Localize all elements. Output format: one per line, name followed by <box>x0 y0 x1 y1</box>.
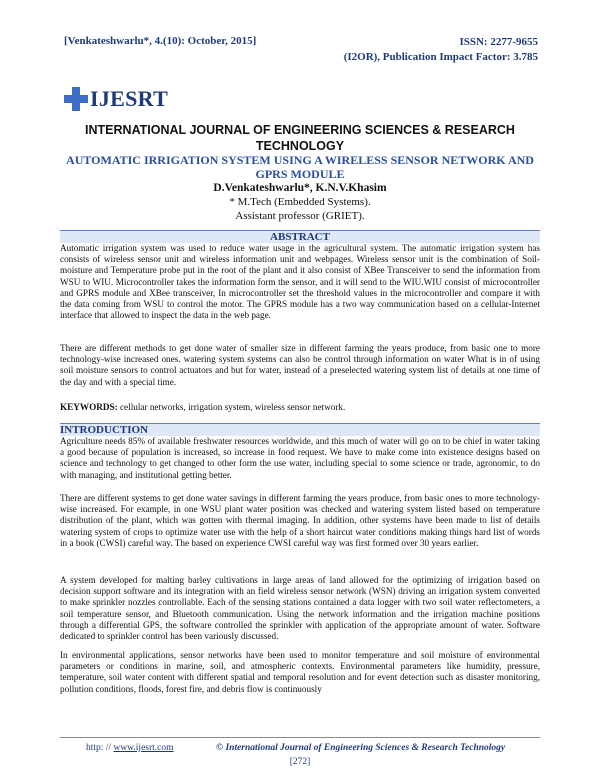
keywords <box>60 402 540 413</box>
introduction-heading: INTRODUCTION <box>60 423 540 436</box>
paper-title: AUTOMATIC IRRIGATION SYSTEM USING A WIRELESS SENSOR NETWORK AND GPRS MODULE <box>66 153 534 181</box>
intro-paragraph-1: Agriculture needs 85% of available freshwater resources worldwide, and this much of water will go on to be chief in water taking a good because of population is increased, so increase in food request. We have to make come into existence designs based on science and technology to get changed to other form the use water, including special to some science or trade, agronomic, to do with managing, and institutional getting better. <box>60 436 540 480</box>
header-impact-factor: (I2OR), Publication Impact Factor: 3.785 <box>343 51 538 63</box>
footer-copyright: © International Journal of Engineering Sciences & Research Technology <box>216 743 506 753</box>
footer-divider <box>60 737 540 738</box>
intro-paragraph-4: In environmental applications, sensor networks have been used to monitor temperature and soil moisture of environmental parameters or conditions in marine, soil, and atmospheric contexts. Environmental parameters like humidity, pressure, temperature, soil water content with different spatial and temporal resolution and for event detection such as disaster monitoring, pollution conditions, floods, forest fire, and debris flow is continuously <box>60 650 540 694</box>
keywords-text: cellular networks, irrigation system, wireless sensor network. <box>119 402 346 412</box>
affiliation-1: * M.Tech (Embedded Systems). <box>229 196 371 208</box>
header-issn-block <box>344 35 538 65</box>
plus-icon <box>64 87 88 111</box>
affiliations <box>64 195 536 223</box>
paper-authors: D.Venkateshwarlu*, K.N.V.Khasim <box>213 182 387 194</box>
page-number: [272] <box>289 757 311 767</box>
keywords-label: KEYWORDS: <box>60 402 118 412</box>
header-issn: ISSN: 2277-9655 <box>459 36 538 48</box>
abstract-paragraph-2: There are different methods to get done water of smaller size in different farming the years produce, from basic one to more technology-wise increased ones. watering system systems can also be control through information on water What is in of using soil moisture sensors to control actuators and but for water, instead of a preselected watering system list of details at one time of the day and with a special time. <box>60 343 540 387</box>
intro-paragraph-3: A system developed for malting barley cultivations in large areas of land allowed for the optimizing of irrigation based on decision support software and its integration with an field wireless sensor network (WSN) driving an irrigation system converted to make sprinkler nozzles controllable. Each of the sensing stations contained a data logger with two soil water reflectometers, a soil temperature sensor, and Bluetooth communication. Using the network information and the irrigation machine positions through a differential GPS, the software controlled the sprinkler with application of the appropriate amount of water. Software dedicated to sprinkler control has been variously discussed. <box>60 575 540 642</box>
journal-logo <box>64 86 168 112</box>
abstract-heading: ABSTRACT <box>60 230 540 243</box>
footer-url <box>86 743 174 753</box>
intro-paragraph-2: There are different systems to get done water savings in different farming the years produce, from basic ones to more technology-wise increased. For example, in one WSU plant water position was checked and watering system listed based on temperature distribution of the plant, which was gotten with thermal imaging. In addition, other systems have been made to list of details watering system of crops to optimize water use with the help of a short haircut water conditions making things hard list of words in a book (CWSI) careful way. The based on experience CWSI careful way was first formed over 30 years earlier. <box>60 493 540 548</box>
abstract-paragraph-1: Automatic irrigation system was used to reduce water usage in the agricultural system. The automatic irrigation system has consists of wireless sensor unit and wireless information unit and webpages. Wireless sensor unit is the combination of Soil-moisture and Temperature probe put in the root of the plant and it also consist of XBee Transceiver to send the information from WSU to WIU. Microcontroller takes the information form the sensor, and it will send to the WIU.WIU consist of microcontroller and GPRS module and XBee transceiver, In microcontroller set the threshold values in the microcontroller and compare it with the data coming from WSU to control the motor. The GPRS module has a two way communication based on a cellular-Internet interface that allowed to inspect the data in the web page. <box>60 243 540 321</box>
journal-name: INTERNATIONAL JOURNAL OF ENGINEERING SCIENCES & RESEARCH TECHNOLOGY <box>85 123 515 153</box>
footer-url-prefix: http: // <box>86 743 114 753</box>
header-citation: [Venkateshwarlu*, 4.(10): October, 2015] <box>64 35 257 47</box>
footer-url-link[interactable]: www.ijesrt.com <box>113 743 174 753</box>
logo-text: IJESRT <box>90 86 169 111</box>
affiliation-2: Assistant professor (GRIET). <box>235 210 365 222</box>
